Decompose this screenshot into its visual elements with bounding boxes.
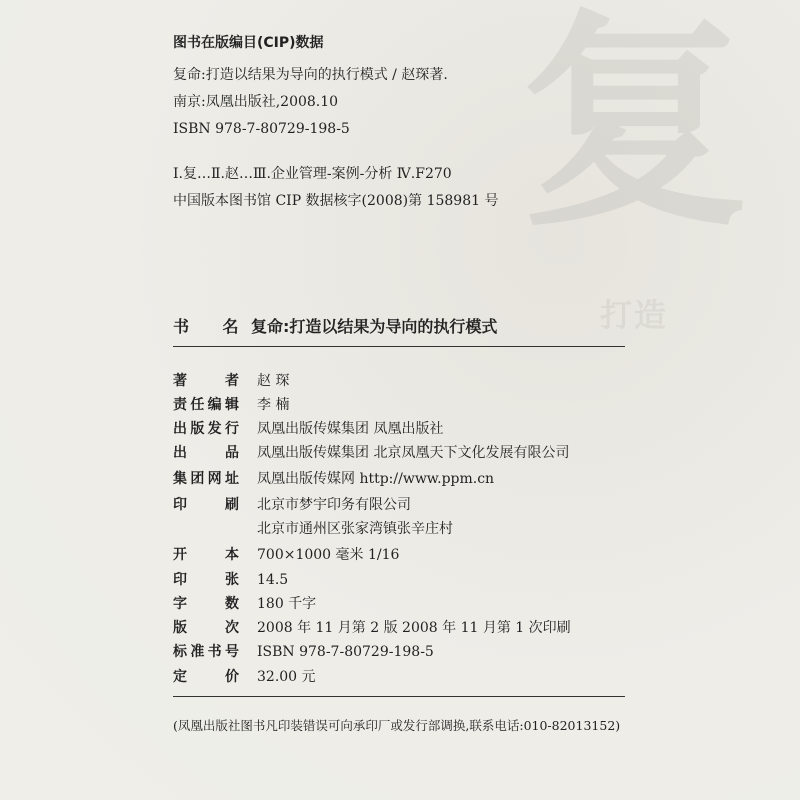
info-label: 版 次 <box>173 620 239 636</box>
cip-heading: 图书在版编目(CIP)数据 <box>173 35 324 51</box>
info-value: 赵 琛 <box>257 373 290 389</box>
info-value: 李 楠 <box>257 397 290 413</box>
info-value: 凤凰出版传媒集团 北京凤凰天下文化发展有限公司 <box>257 445 570 461</box>
info-label: 开 本 <box>173 547 239 563</box>
cip-line-record-number: 中国版本图书馆 CIP 数据核字(2008)第 158981 号 <box>173 193 499 209</box>
info-value: ISBN 978-7-80729-198-5 <box>257 644 434 660</box>
info-value: 北京市梦宇印务有限公司 <box>257 497 411 513</box>
info-value: 14.5 <box>257 572 289 588</box>
label-char: 书 <box>173 317 190 336</box>
show-through-line: 打造 <box>600 296 669 334</box>
info-label: 著 者 <box>173 373 239 389</box>
label-char: 名 <box>222 317 239 336</box>
info-value: 凤凰出版传媒网 http://www.ppm.cn <box>257 471 495 487</box>
info-value: 北京市通州区张家湾镇张辛庄村 <box>257 521 453 537</box>
cip-line-title: 复命:打造以结果为导向的执行模式 / 赵琛著. <box>173 67 448 83</box>
cip-line-publisher: 南京:凤凰出版社,2008.10 <box>173 94 339 110</box>
info-value: 2008 年 11 月第 2 版 2008 年 11 月第 1 次印刷 <box>257 620 571 636</box>
footer-notice: (凤凰出版社图书凡印装错误可向承印厂或发行部调换,联系电话:010-82013152) <box>173 718 621 733</box>
info-label: 字 数 <box>173 596 239 612</box>
book-title-value: 复命:打造以结果为导向的执行模式 <box>251 317 498 336</box>
info-value: 700×1000 毫米 1/16 <box>257 547 400 563</box>
info-value: 32.00 元 <box>257 669 316 685</box>
info-label: 定 价 <box>173 669 239 685</box>
info-label: 集 团 网 址 <box>173 471 239 487</box>
info-label: 出 版 发 行 <box>173 421 239 437</box>
info-label: 印 刷 <box>173 497 239 513</box>
cip-line-isbn: ISBN 978-7-80729-198-5 <box>173 121 350 137</box>
info-label: 印 张 <box>173 572 239 588</box>
info-label: 标 准 书 号 <box>173 644 239 660</box>
cip-line-classification: Ⅰ.复…Ⅱ.赵…Ⅲ.企业管理-案例-分析 Ⅳ.F270 <box>173 166 452 182</box>
book-title-row <box>173 317 497 337</box>
info-value: 凤凰出版传媒集团 凤凰出版社 <box>257 421 444 437</box>
info-value: 180 千字 <box>257 596 317 612</box>
divider-top <box>173 346 625 347</box>
info-label: 责 任 编 辑 <box>173 397 239 413</box>
show-through-mark: 复 <box>520 0 751 258</box>
divider-bottom <box>173 696 625 697</box>
book-title-label <box>173 317 251 337</box>
info-label: 出 品 <box>173 445 239 461</box>
